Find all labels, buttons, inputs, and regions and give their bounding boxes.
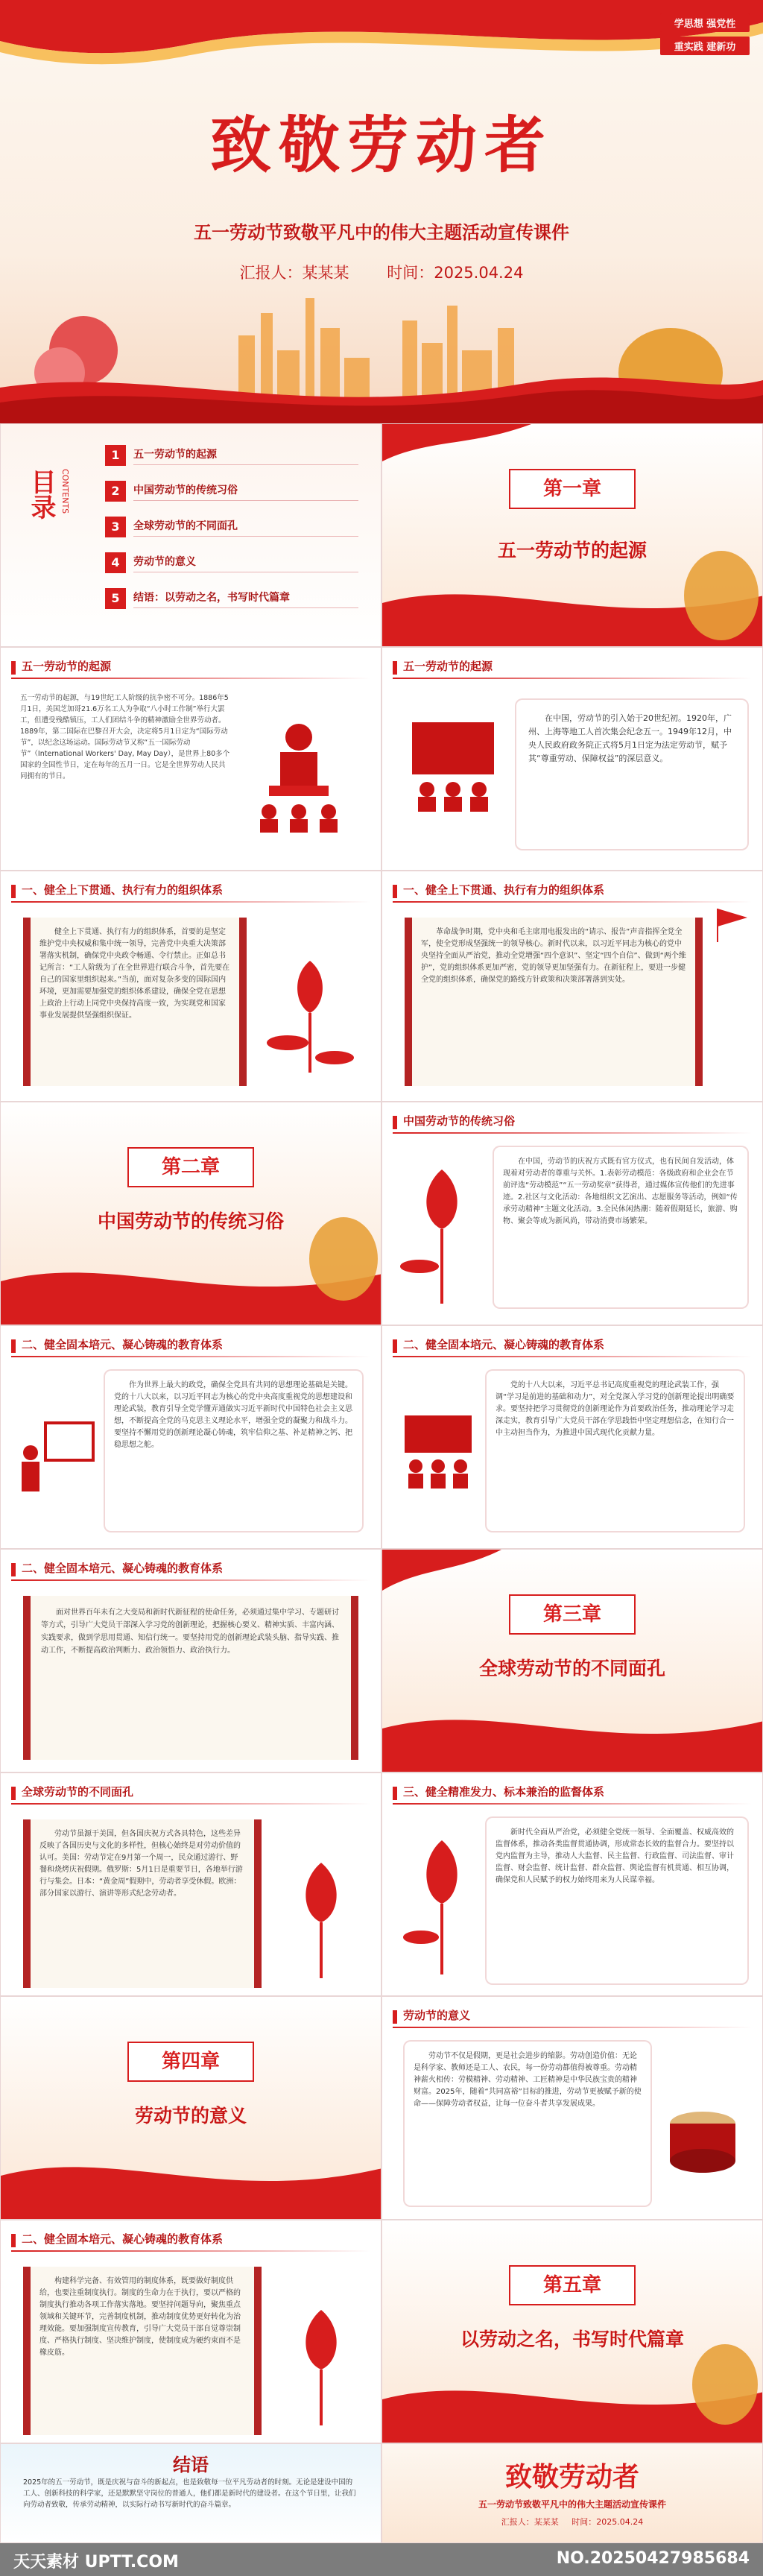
slide-title: 五一劳动节的起源 bbox=[22, 660, 112, 673]
education-slide-1[interactable] bbox=[0, 1325, 382, 1549]
top-ribbon-decoration bbox=[0, 0, 763, 89]
chapter-label: 第五章 bbox=[509, 2265, 636, 2305]
lotus-flower-decoration bbox=[276, 2295, 366, 2429]
toc-item[interactable] bbox=[105, 511, 358, 543]
slide-header bbox=[382, 1773, 762, 1808]
chapter-label: 第二章 bbox=[127, 1147, 254, 1187]
scroll-panel bbox=[23, 1819, 262, 1988]
slide-body: 党的十八大以来，习近平总书记高度重视党的理论武装工作，强调“学习是前进的基础和动力”，对全党深入学习党的创新理论提出明确要求。要坚持把学习贯彻党的创新理论作为首要政治任务，推动理论学习走深走实，教育引导广大党员干部在学思践悟中坚定理想信念，在知行合一中主动担当作为，为推进中国式现代化贡献力量。 bbox=[496, 1381, 735, 1437]
time-label: 时间：2025.04.24 bbox=[387, 264, 524, 282]
content-card bbox=[487, 1818, 747, 1983]
slide-header bbox=[382, 871, 762, 906]
education-slide-4[interactable] bbox=[0, 2220, 382, 2443]
toc-label: 全球劳动节的不同面孔 bbox=[133, 518, 358, 537]
chapter-1-slide[interactable] bbox=[382, 423, 763, 647]
cover-title: 致敬劳动者 bbox=[209, 110, 553, 181]
toc-label: 结语：以劳动之名，书写时代篇章 bbox=[133, 590, 358, 608]
global-slide[interactable] bbox=[0, 1772, 382, 1996]
toc-label: 五一劳动节的起源 bbox=[133, 446, 358, 465]
end-title: 致敬劳动者 bbox=[504, 2461, 639, 2493]
closing-title: 结语 bbox=[173, 2455, 209, 2475]
slide-body: 革命战争时期，党中央和毛主席用电报发出的“请示、报告”声音指挥全党全军，使全党形成坚强统一的领导核心。新时代以来，以习近平同志为核心的党中央坚持全面从严治党，推动全党增强“四个意识”、坚定“四个自信”、做到“两个维护”，党的组织体系更加严密，党的领导更加坚强有力。在新征程上，要进一步健全党的组织体系，确保党的路线方针政策和决策部署落到实处。 bbox=[421, 928, 686, 984]
slide-header bbox=[382, 1326, 762, 1360]
end-meta bbox=[382, 2516, 762, 2528]
slide-body: 新时代全面从严治党，必须健全党统一领导、全面覆盖、权威高效的监督体系，推动各类监督贯通协调，形成常态长效的监督合力。要坚持以党内监督为主导，推动人大监督、民主监督、行政监督、司法监督、审计监督、财会监督、统计监督、群众监督、舆论监督有机贯通、相互协调，确保党和人民赋予的权力始终用来为人民谋幸福。 bbox=[496, 1828, 734, 1884]
lotus-flower-decoration bbox=[276, 1848, 366, 1982]
slogan-badges bbox=[660, 13, 750, 60]
toc-item[interactable] bbox=[105, 582, 358, 615]
presentation-board-icon bbox=[16, 1415, 98, 1505]
speaker-podium-icon bbox=[239, 715, 358, 834]
slide-body: 面对世界百年未有之大变局和新时代新征程的使命任务，必须通过集中学习、专题研讨等方式，引导广大党员干部深入学习党的创新理论，把握核心要义、精神实质、丰富内涵、实践要求，做到学思用贯通、知信行统一。要坚持用党的创新理论武装头脑、指导实践、推动工作，不断提高政治判断力、政治领悟力、政治执行力。 bbox=[41, 1609, 339, 1655]
city-skyline-illustration bbox=[0, 283, 763, 423]
slide-body: 构建科学完备、有效管用的制度体系，既要做好制度供给，也要注重制度执行。制度的生命力在于执行，要以严格的制度执行推动各项工作落实落地。要坚持问题导向，聚焦重点领域和关键环节，完善制度机制，推动制度优势更好转化为治理效能。要加强制度宣传教育，引导广大党员干部自觉尊崇制度、严格执行制度、坚决维护制度，使制度成为硬约束而不是橡皮筋。 bbox=[39, 2277, 241, 2357]
slide-title: 全球劳动节的不同面孔 bbox=[22, 1785, 134, 1799]
closing-body: 2025年的五一劳动节，既是庆祝与奋斗的新起点，也是致敬每一位平凡劳动者的时刻。无论是建设中国的工人、创新科技的科学家，还是默默坚守岗位的普通人，他们都是新时代的建设者。在这个节日里，让我们向劳动者致敬，传承劳动精神，以实际行动书写新时代的奋斗篇章。 bbox=[23, 2478, 356, 2509]
slogan-badge: 学思想 强党性 bbox=[660, 13, 750, 32]
watermark-footer bbox=[0, 2543, 763, 2576]
slide-title: 二、健全固本培元、凝心铸魂的教育体系 bbox=[22, 2232, 224, 2246]
chapter-2-slide[interactable] bbox=[0, 1102, 382, 1325]
worker-group-icon bbox=[405, 715, 501, 819]
slide-header bbox=[382, 1102, 762, 1137]
cover-meta bbox=[0, 261, 763, 283]
toc-label: 中国劳动节的传统习俗 bbox=[133, 482, 358, 501]
slide-header bbox=[1, 648, 381, 682]
slide-body: 健全上下贯通、执行有力的组织体系，首要的是坚定维护党中央权威和集中统一领导，完善党中央重大决策部署落实机制，确保党中央政令畅通、令行禁止。正如总书记所言：“工人阶级为了在全世界进行联合斗争，首先要在自己的国家里组织起来。”当前，面对复杂多变的国际国内环境，更加需要加强党的组织体系建设，确保全党在思想上政治上行动上同党中央保持高度一致，为实现党和国家事业发展提供坚强组织保证。 bbox=[39, 928, 230, 1020]
slide-body: 作为世界上最大的政党，确保全党具有共同的思想理论基础是关键。党的十八大以来，以习近平同志为核心的党中央高度重视党的思想建设和理论武装，教育引导全党学懂弄通做实习近平新时代中国特色社会主义思想，不断提高全党的马克思主义理论水平，增强全党的凝聚力和战斗力。要坚持不懈用党的创新理论凝心铸魂，筑牢信仰之基、补足精神之钙、把稳思想之舵。 bbox=[114, 1381, 352, 1449]
end-slide[interactable] bbox=[382, 2443, 763, 2543]
chapter-label: 第三章 bbox=[509, 1594, 636, 1635]
chapter-4-slide[interactable] bbox=[0, 1996, 382, 2220]
toc-item[interactable] bbox=[105, 546, 358, 579]
slogan-badge: 重实践 建新功 bbox=[660, 37, 750, 55]
content-card bbox=[487, 1371, 744, 1531]
end-subtitle: 五一劳动节致敬平凡中的伟大主题活动宣传课件 bbox=[478, 2499, 666, 2510]
cover-subtitle: 五一劳动节致敬平凡中的伟大主题活动宣传课件 bbox=[194, 222, 569, 243]
content-card bbox=[105, 1371, 362, 1531]
chapter-5-slide[interactable] bbox=[382, 2220, 763, 2443]
slide-header bbox=[1, 1550, 381, 1584]
education-slide-3[interactable] bbox=[0, 1549, 382, 1772]
toc-number: 1 bbox=[105, 445, 126, 466]
slide-title: 一、健全上下贯通、执行有力的组织体系 bbox=[403, 883, 605, 897]
slide-header bbox=[382, 1997, 762, 2031]
chapter-label: 第一章 bbox=[509, 469, 636, 509]
chapter-title: 五一劳动节的起源 bbox=[497, 540, 647, 561]
slide-body: 劳动节虽源于美国，但各国庆祝方式各具特色，这些差异反映了各国历史与文化的多样性，但核心始终是对劳动价值的认可。美国：劳动节定在9月第一个周一，民众通过游行、野餐和烧烤庆祝假期。俄罗斯：5月1日是重要节日，各地举行游行与集会。日本：“黄金周”假期中，劳动者享受休假。欧洲：部分国家以游行、演讲等形式纪念劳动者。 bbox=[39, 1830, 243, 1898]
chapter-label: 第四章 bbox=[127, 2042, 254, 2082]
scroll-panel bbox=[23, 1596, 358, 1760]
toc-list bbox=[105, 439, 358, 618]
custom-slide[interactable] bbox=[382, 1102, 763, 1325]
lotus-flower-decoration bbox=[262, 931, 358, 1080]
chapter-title: 中国劳动节的传统习俗 bbox=[97, 1210, 284, 1232]
chapter-3-slide[interactable] bbox=[382, 1549, 763, 1772]
slide-title: 二、健全固本培元、凝心铸魂的教育体系 bbox=[22, 1562, 224, 1575]
slide-title: 中国劳动节的传统习俗 bbox=[403, 1114, 516, 1128]
organization-slide-2[interactable] bbox=[382, 871, 763, 1102]
time-label: 时间：2025.04.24 bbox=[572, 2517, 644, 2527]
slide-body: 五一劳动节的起源，与19世纪工人阶级的抗争密不可分。1886年5月1日，美国芝加哥21.6万名工人为争取“八小时工作制”举行大罢工，但遭受残酷镇压，工人们团结斗争的精神激励全世界劳动者。1889年，第二国际在巴黎召开大会，决定将5月1日定为“国际劳动节”，以纪念这场运动。国际劳动节又称“五一国际劳动节”（International Workers' Day, May Day），是世界上80多个国家的全国性节日，定在每年的五月一日。它是全世界劳动人民共同拥有的节日。 bbox=[20, 694, 230, 780]
toc-number: 3 bbox=[105, 517, 126, 537]
toc-heading: 目录 bbox=[26, 469, 56, 520]
content-card bbox=[405, 2042, 650, 2206]
drum-icon bbox=[658, 2094, 747, 2183]
organization-slide-1[interactable] bbox=[0, 871, 382, 1102]
toc-label: 劳动节的意义 bbox=[133, 554, 358, 572]
chapter-title: 劳动节的意义 bbox=[134, 2105, 247, 2127]
chapter-title: 以劳动之名，书写时代篇章 bbox=[460, 2329, 684, 2350]
toc-number: 4 bbox=[105, 552, 126, 573]
flag-icon bbox=[710, 901, 755, 946]
lotus-flower-decoration bbox=[397, 1825, 487, 1982]
cover-slide[interactable] bbox=[0, 0, 763, 423]
reporter-label: 汇报人：某某某 bbox=[501, 2517, 559, 2527]
slide-header bbox=[1, 2220, 381, 2255]
slide-title: 二、健全固本培元、凝心铸魂的教育体系 bbox=[22, 1338, 224, 1351]
slide-body: 在中国，劳动节的引入始于20世纪初。1920年，广州、上海等地工人首次集会纪念五一。1949年12月，中央人民政府政务院正式将5月1日定为法定劳动节，赋予其“尊重劳动、保障权益”的深层意义。 bbox=[528, 713, 732, 763]
content-card bbox=[494, 1147, 747, 1307]
closing-slide[interactable] bbox=[0, 2443, 382, 2543]
reporter-label: 汇报人：某某某 bbox=[239, 264, 349, 282]
toc-item[interactable] bbox=[105, 439, 358, 472]
slide-body: 在中国，劳动节的庆祝方式既有官方仪式，也有民间自发活动，体现着对劳动者的尊重与关怀。1.表彰劳动模范：各级政府和企业会在节前评选“劳动模范”“五一劳动奖章”获得者，通过媒体宣传他们的先进事迹。2.社区与文化活动：各地组织文艺演出、志愿服务等活动，例如“传承劳动精神”主题文化活动。3.全民休闲热潮：随着假期延长，旅游、购物、聚会等成为新风尚，带动消费市场繁荣。 bbox=[503, 1158, 738, 1225]
content-card bbox=[516, 700, 747, 849]
toc-number: 5 bbox=[105, 588, 126, 609]
origin-slide-1[interactable] bbox=[0, 647, 382, 871]
scroll-panel bbox=[23, 918, 247, 1086]
item-number: NO.20250427985684 bbox=[556, 2549, 750, 2568]
meeting-audience-icon bbox=[397, 1408, 479, 1497]
slide-title: 二、健全固本培元、凝心铸魂的教育体系 bbox=[403, 1338, 605, 1351]
toc-item[interactable] bbox=[105, 475, 358, 508]
education-slide-2[interactable] bbox=[382, 1325, 763, 1549]
lotus-flower-decoration bbox=[397, 1147, 487, 1311]
slide-header bbox=[1, 1326, 381, 1360]
slide-header bbox=[382, 648, 762, 682]
toc-slide[interactable] bbox=[0, 423, 382, 647]
origin-slide-2[interactable] bbox=[382, 647, 763, 871]
slide-title: 三、健全精准发力、标本兼治的监督体系 bbox=[403, 1785, 605, 1799]
slide-header bbox=[1, 1773, 381, 1808]
chapter-title: 全球劳动节的不同面孔 bbox=[478, 1658, 665, 1679]
slide-header bbox=[1, 871, 381, 906]
toc-heading-en: CONTENTS bbox=[60, 469, 70, 514]
supervision-slide[interactable] bbox=[382, 1772, 763, 1996]
site-watermark: 天天素材 UPTT.COM bbox=[13, 2553, 179, 2572]
slide-title: 五一劳动节的起源 bbox=[403, 660, 493, 673]
slide-body: 劳动节不仅是假期，更是社会进步的缩影。劳动创造价值：无论是科学家、教师还是工人、农民，每一份劳动都值得被尊重。劳动精神薪火相传：劳模精神、劳动精神、工匠精神是中华民族宝贵的精神财富。2025年，随着“共同富裕”目标的推进，劳动节更被赋予新的使命——保障劳动者权益，让每一位奋斗者共享发展成果。 bbox=[414, 2052, 642, 2108]
toc-number: 2 bbox=[105, 481, 126, 502]
scroll-panel bbox=[23, 2267, 262, 2435]
scroll-panel bbox=[405, 918, 703, 1086]
slide-title: 一、健全上下贯通、执行有力的组织体系 bbox=[22, 883, 224, 897]
slide-title: 劳动节的意义 bbox=[403, 2009, 471, 2022]
meaning-slide[interactable] bbox=[382, 1996, 763, 2220]
